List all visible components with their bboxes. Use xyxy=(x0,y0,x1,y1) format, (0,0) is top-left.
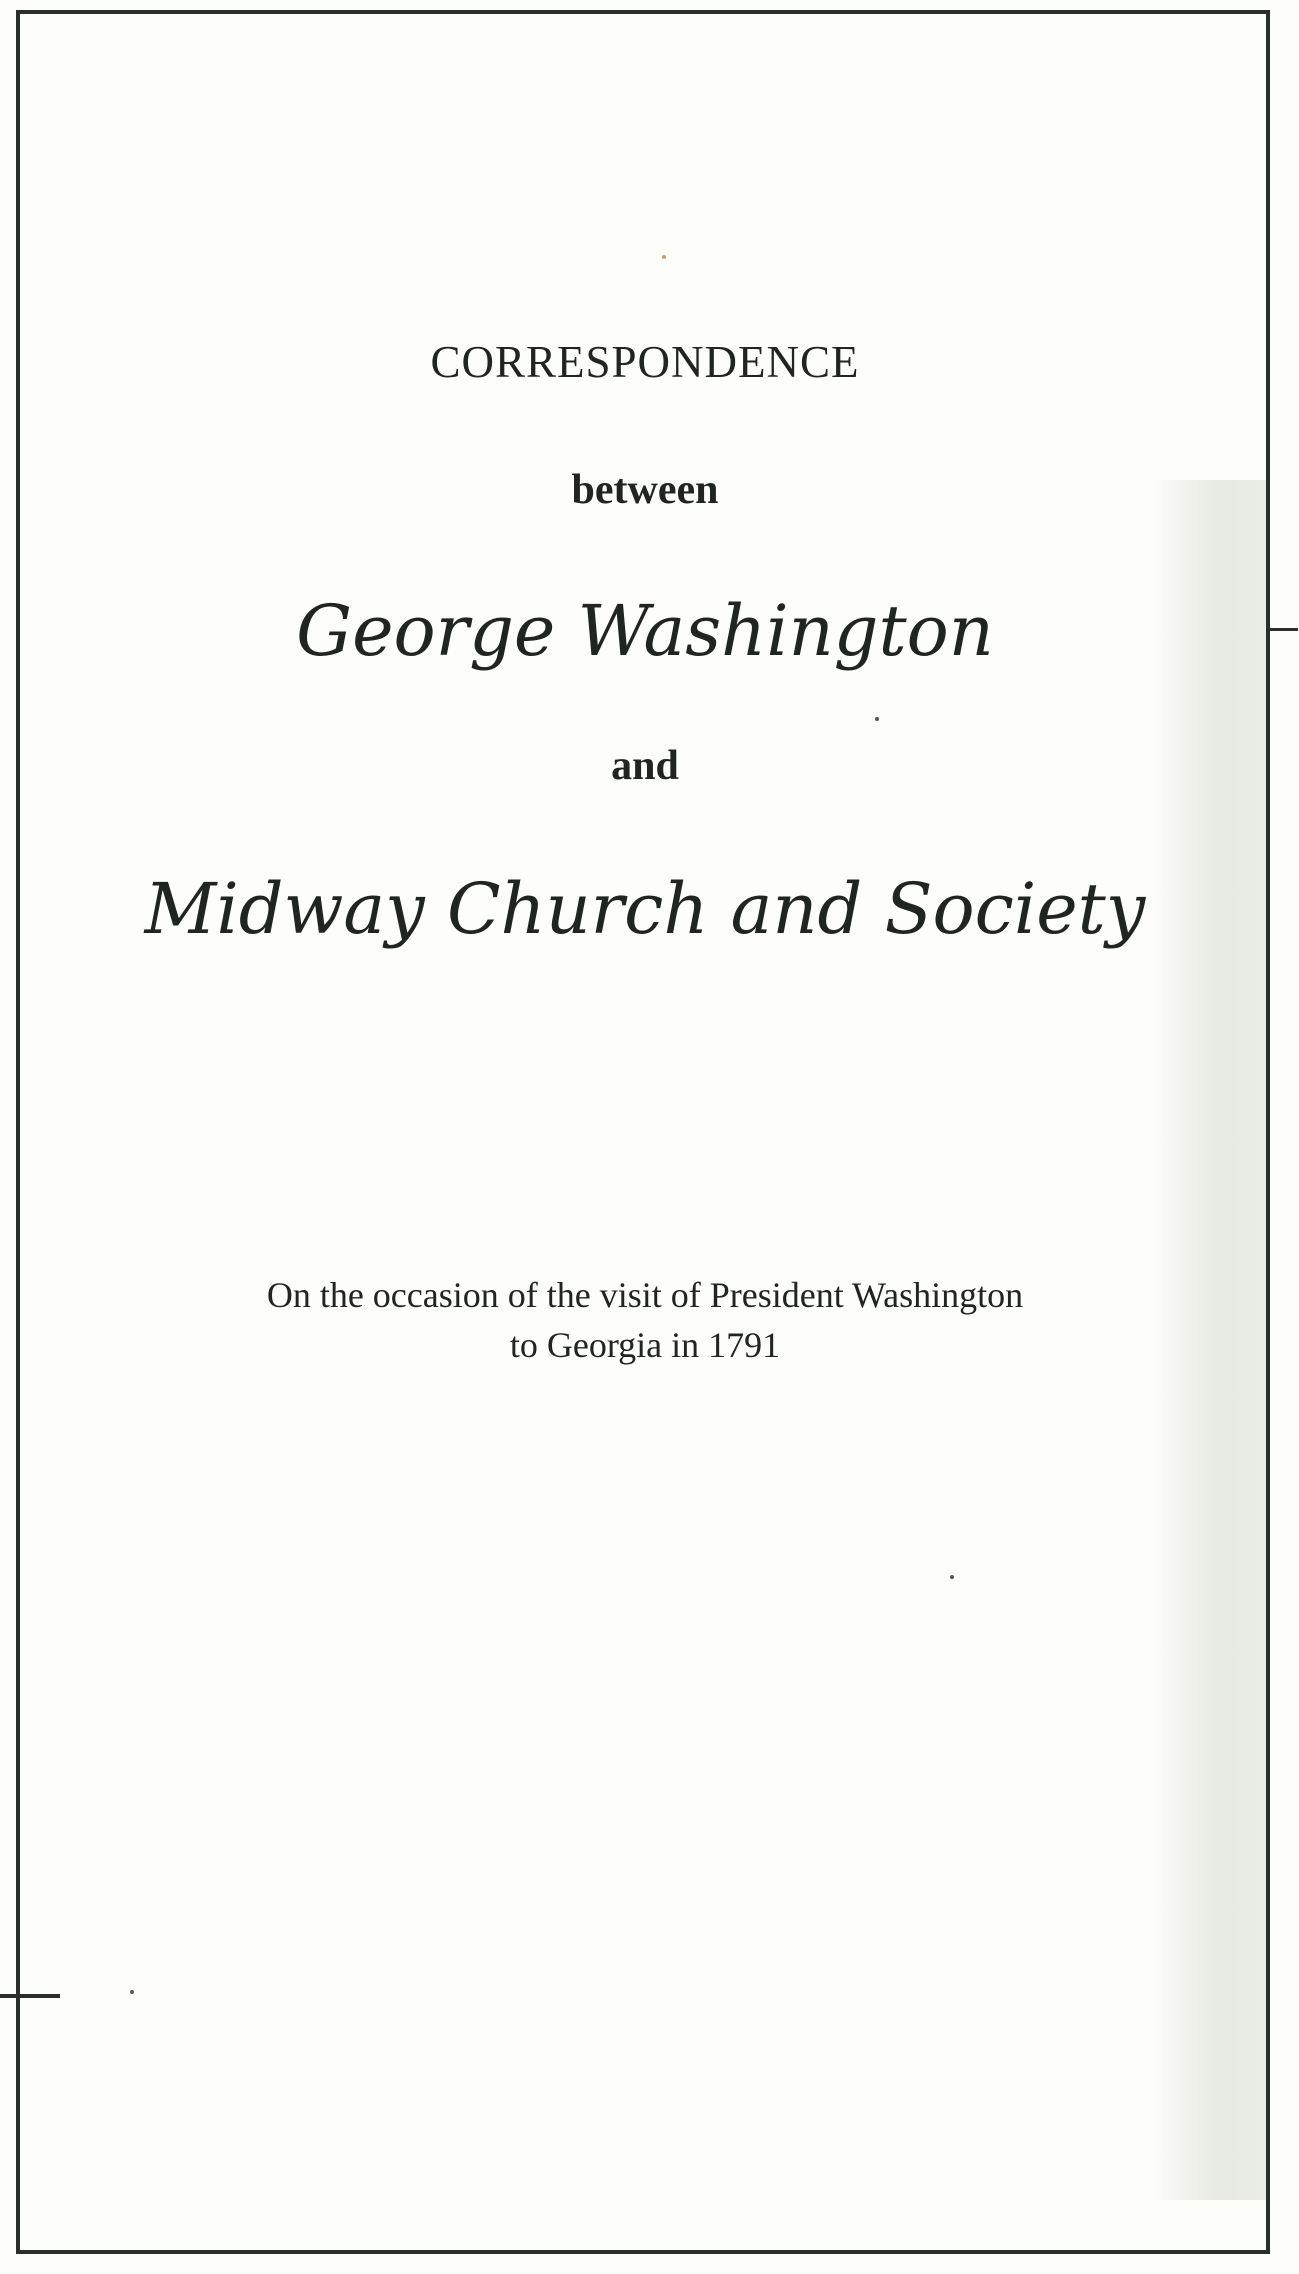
occasion-line-2: to Georgia in 1791 xyxy=(509,1325,781,1365)
scan-speck xyxy=(875,717,879,721)
scan-speck xyxy=(662,255,666,259)
conjunction-text: and xyxy=(611,743,679,789)
scan-speck xyxy=(130,1990,134,1994)
scan-speck xyxy=(950,1575,954,1579)
party-two-name: Midway Church and Society xyxy=(144,868,1146,950)
document-heading: CORRESPONDENCE xyxy=(430,337,860,387)
occasion-text xyxy=(20,1270,1270,1370)
occasion-line-1: On the occasion of the visit of President Washington xyxy=(266,1275,1024,1315)
party-one-name: George Washington xyxy=(296,590,994,672)
between-text: between xyxy=(571,467,719,513)
scan-mark xyxy=(1270,628,1298,631)
scan-mark xyxy=(0,1994,60,1998)
